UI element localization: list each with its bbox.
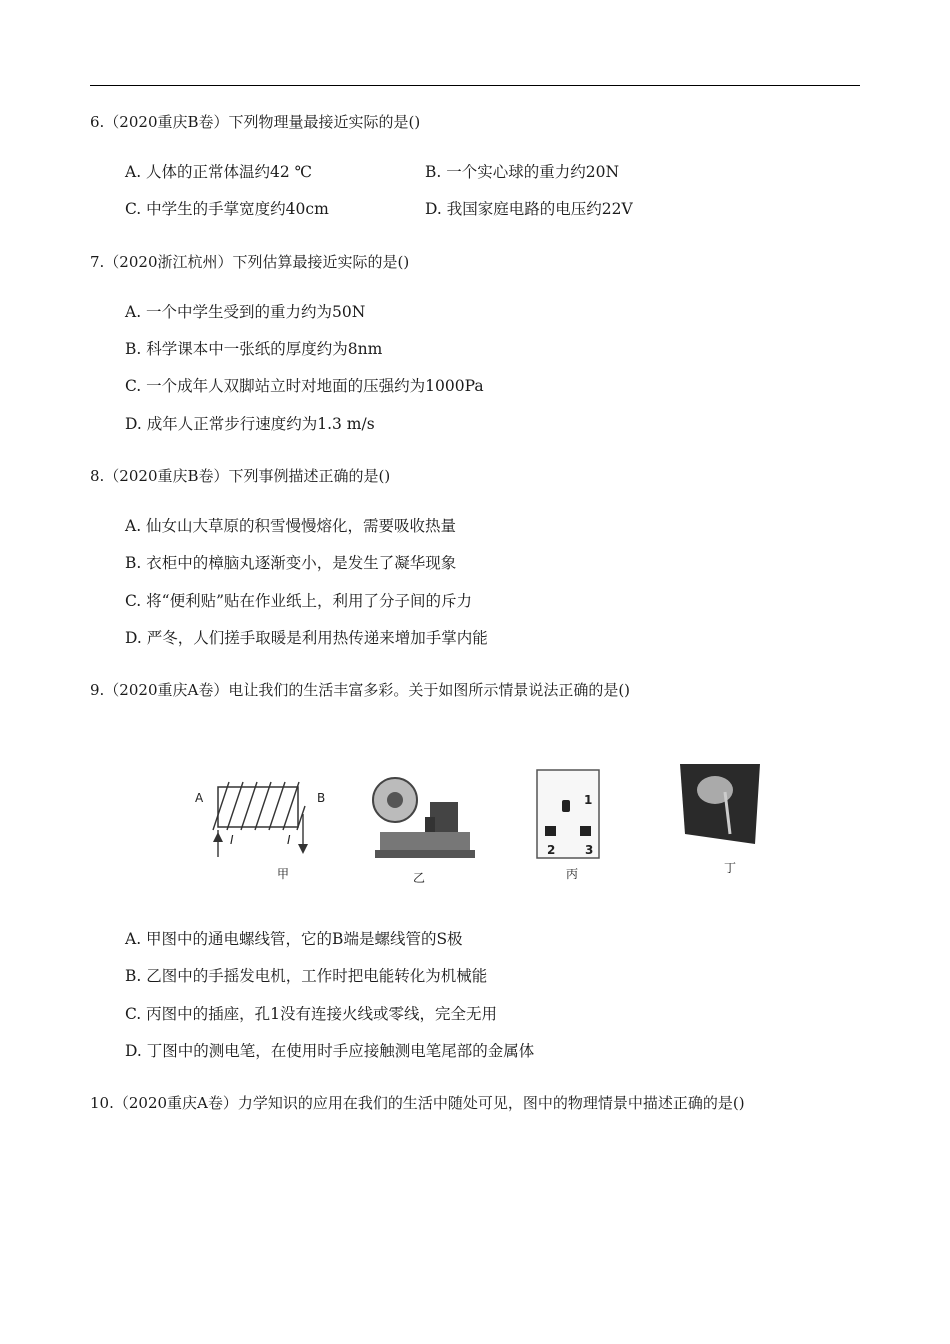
q7-option-c: C. 一个成年人双脚站立时对地面的压强约为1000Pa xyxy=(125,377,484,395)
current-label-right: I xyxy=(287,833,291,847)
solenoid-diagram xyxy=(195,782,325,881)
test-pen-image xyxy=(680,764,760,875)
question-9-stem: 9.（2020重庆A卷）电让我们的生活丰富多彩。关于如图所示情景说法正确的是() xyxy=(90,681,631,699)
socket-hole-2-label: 2 xyxy=(547,843,556,857)
figure-bing-label: 丙 xyxy=(566,867,579,881)
figure-jia-label: 甲 xyxy=(277,867,290,881)
q8-option-d: D. 严冬，人们搓手取暖是利用热传递来增加手掌内能 xyxy=(125,629,488,647)
q8-option-b: B. 衣柜中的樟脑丸逐渐变小，是发生了凝华现象 xyxy=(125,554,457,572)
figure-ding-label: 丁 xyxy=(724,861,737,875)
q9-option-b: B. 乙图中的手摇发电机，工作时把电能转化为机械能 xyxy=(125,967,488,985)
question-9-figure xyxy=(185,762,765,887)
q6-option-c: C. 中学生的手掌宽度约40cm xyxy=(125,200,329,218)
generator-image xyxy=(373,778,475,885)
solenoid-end-a-label: A xyxy=(195,791,204,805)
q6-option-b: B. 一个实心球的重力约20N xyxy=(425,163,620,181)
q8-option-c: C. 将“便利贴”贴在作业纸上，利用了分子间的斥力 xyxy=(125,592,473,610)
q7-option-d: D. 成年人正常步行速度约为1.3 m/s xyxy=(125,415,375,433)
q6-option-d: D. 我国家庭电路的电压约22V xyxy=(425,200,633,218)
socket-image xyxy=(537,770,599,881)
q9-option-a: A. 甲图中的通电螺线管，它的B端是螺线管的S极 xyxy=(125,930,463,948)
question-8-stem: 8.（2020重庆B卷）下列事例描述正确的是() xyxy=(90,467,391,485)
q6-option-a: A. 人体的正常体温约42 ℃ xyxy=(125,163,313,181)
q9-option-d: D. 丁图中的测电笔，在使用时手应接触测电笔尾部的金属体 xyxy=(125,1042,535,1060)
question-6-stem: 6.（2020重庆B卷）下列物理量最接近实际的是() xyxy=(90,113,421,131)
q9-option-c: C. 丙图中的插座，孔1没有连接火线或零线，完全无用 xyxy=(125,1005,498,1023)
current-label-left: I xyxy=(230,833,234,847)
q7-option-b: B. 科学课本中一张纸的厚度约为8nm xyxy=(125,340,383,358)
question-7-stem: 7.（2020浙江杭州）下列估算最接近实际的是() xyxy=(90,253,410,271)
socket-hole-1-label: 1 xyxy=(584,793,593,807)
solenoid-end-b-label: B xyxy=(317,791,326,805)
q8-option-a: A. 仙女山大草原的积雪慢慢熔化，需要吸收热量 xyxy=(125,517,457,535)
question-10-stem: 10.（2020重庆A卷）力学知识的应用在我们的生活中随处可见，图中的物理情景中描述正确的是() xyxy=(90,1094,745,1112)
socket-hole-3-label: 3 xyxy=(585,843,594,857)
figure-yi-label: 乙 xyxy=(413,871,426,885)
header-rule xyxy=(90,85,860,86)
q7-option-a: A. 一个中学生受到的重力约为50N xyxy=(125,303,366,321)
